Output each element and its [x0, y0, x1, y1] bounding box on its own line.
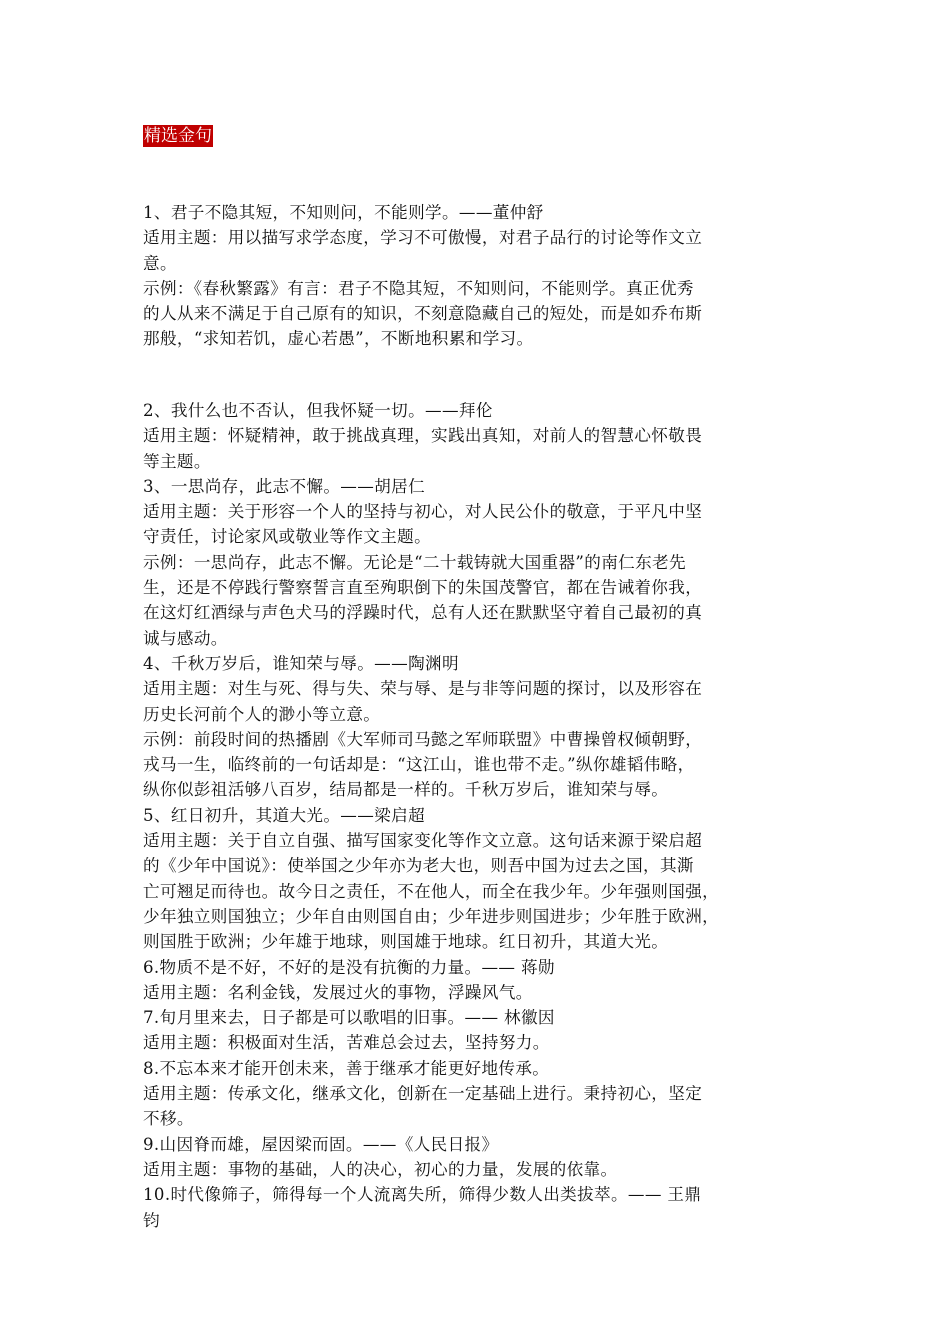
text-line: 纵你似彭祖活够八百岁，结局都是一样的。千秋万岁后，谁知荣与辱。: [143, 780, 669, 800]
text-line: 则国胜于欧洲；少年雄于地球，则国雄于地球。红日初升，其道大光。: [143, 932, 669, 952]
text-line: 适用主题：对生与死、得与失、荣与辱、是与非等问题的探讨，以及形容在: [143, 679, 703, 699]
text-line: 的《少年中国说》：使举国之少年亦为老大也，则吾中国为过去之国，其澌: [143, 856, 694, 876]
heading-wrapper: [143, 125, 213, 147]
text-line: 守责任，讨论家风或敬业等作文主题。: [143, 527, 432, 547]
text-line: 示例：《春秋繁露》有言：君子不隐其短，不知则问，不能则学。真正优秀: [143, 278, 694, 298]
text-line: 5、红日初升，其道大光。——梁启超: [143, 805, 426, 825]
text-line: 7.旬月里来去，日子都是可以歌唱的旧事。—— 林徽因: [143, 1008, 555, 1028]
text-line: 8.不忘本来才能开创未来，善于继承才能更好地传承。: [143, 1058, 550, 1078]
text-line: 9.山因脊而雄，屋因梁而固。——《人民日报》: [143, 1134, 499, 1154]
text-line: 历史长河前个人的渺小等立意。: [143, 704, 381, 724]
text-line: 适用主题：关于形容一个人的坚持与初心，对人民公仆的敬意，于平凡中坚: [143, 502, 703, 522]
text-line: 钧: [143, 1210, 160, 1230]
text-line: 6.物质不是不好，不好的是没有抗衡的力量。—— 蒋勋: [143, 957, 555, 977]
text-line: 少年独立则国独立；少年自由则国自由；少年进步则国进步；少年胜于欧洲，: [143, 906, 720, 926]
text-line: 4、千秋万岁后，谁知荣与辱。——陶渊明: [143, 653, 459, 673]
text-line: 意。: [143, 253, 177, 273]
text-line: 适用主题：怀疑精神，敢于挑战真理，实践出真知，对前人的智慧心怀敬畏: [143, 426, 703, 446]
text-line: 在这灯红酒绿与声色犬马的浮躁时代，总有人还在默默坚守着自己最初的真: [143, 603, 703, 623]
quote-block-1: [143, 200, 803, 352]
text-line: 适用主题：用以描写求学态度，学习不可傲慢，对君子品行的讨论等作文立: [143, 228, 703, 248]
text-line: 示例：一思尚存，此志不懈。无论是“二十载铸就大国重器”的南仁东老先: [143, 552, 686, 572]
text-line: 适用主题：传承文化，继承文化，创新在一定基础上进行。秉持初心，坚定: [143, 1084, 703, 1104]
text-line: 等主题。: [143, 451, 211, 471]
text-line: 适用主题：积极面对生活，苦难总会过去，坚持努力。: [143, 1033, 550, 1053]
text-line: 3、一思尚存，此志不懈。——胡居仁: [143, 476, 426, 496]
text-line: 亡可翘足而待也。故今日之责任，不在他人，而全在我少年。少年强则国强，: [143, 881, 720, 901]
text-line: 生，还是不停践行警察誓言直至殉职倒下的朱国茂警官，都在告诫着你我，: [143, 578, 703, 598]
section-heading: 精选金句: [144, 126, 212, 146]
text-line: 的人从来不满足于自己原有的知识，不刻意隐藏自己的短处，而是如乔布斯: [143, 304, 703, 324]
text-line: 戎马一生，临终前的一句话却是：“这江山，谁也带不走。”纵你雄韬伟略，: [143, 755, 695, 775]
text-line: 2、我什么也不否认，但我怀疑一切。——拜伦: [143, 401, 493, 420]
text-line: 适用主题：关于自立自强、描写国家变化等作文立意。这句话来源于梁启超: [143, 831, 703, 851]
text-line: 示例：前段时间的热播剧《大军师司马懿之军师联盟》中曹操曾权倾朝野，: [143, 729, 703, 749]
text-line: 不移。: [143, 1109, 194, 1129]
text-line: 适用主题：事物的基础，人的决心，初心的力量，发展的依靠。: [143, 1159, 618, 1179]
text-line: 适用主题：名利金钱，发展过火的事物，浮躁风气。: [143, 982, 533, 1002]
text-line: 那般，“求知若饥，虚心若愚”，不断地积累和学习。: [143, 329, 534, 349]
quote-block-2: [143, 398, 803, 1233]
text-line: 诚与感动。: [143, 628, 228, 648]
text-line: 10.时代像筛子，筛得每一个人流离失所，筛得少数人出类拔萃。—— 王鼎: [143, 1185, 702, 1205]
text-line: 1、君子不隐其短，不知则问，不能则学。——董仲舒: [143, 203, 544, 222]
